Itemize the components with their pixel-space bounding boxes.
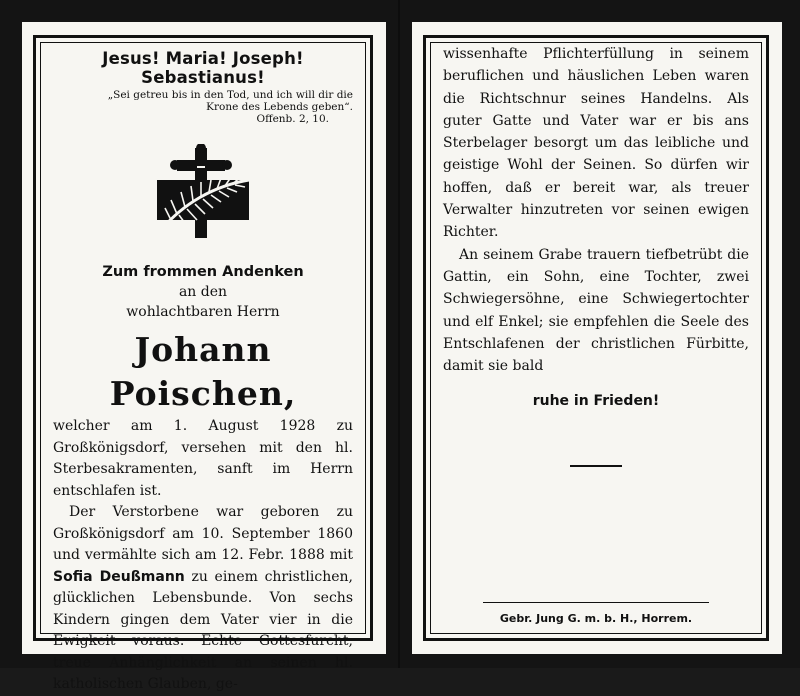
biography-text-a: Der Verstorbene war geboren zu Großkönigsdorf am 10. September 1860 und vermählte sich am 12. Febr. 1888 mit <box>53 504 353 563</box>
memorial-heading: Zum frommen Andenken <box>102 264 304 280</box>
right-card <box>400 0 800 668</box>
left-paper <box>22 22 386 692</box>
character-paragraph: wissenhafte Pflichterfüllung in seinem beruflichen und häuslichen Leben waren die Richtschnur seines Handelns. Als guter Gatte und Vater war er bis ans Sterbelager besorgt um das leibliche und geistige Wohl der Seinen. So dürfen wir hoffen, daß er bereit war, als treuer Verwalter hinzutreten vor seinen ewigen Richter. <box>443 46 749 241</box>
right-inner-frame <box>430 42 762 634</box>
left-body-text <box>53 416 353 696</box>
right-content <box>443 43 749 633</box>
bible-verse: „Sei getreu bis in den Tod, und ich will dir die Krone des Lebends geben“. <box>107 89 353 113</box>
spouse-name: Sofia Deußmann <box>53 568 185 585</box>
cross-palm-icon <box>143 144 263 244</box>
mourners-paragraph: An seinem Grabe trauern tiefbetrübt die Gattin, ein Sohn, eine Tochter, zwei Schwiegersöhne, eine Schwiegertochter und elf Enkel; sie empfehlen die Seele des Entschlafenen der christlichen Fürbitte, damit sie bald <box>443 246 749 375</box>
motto: Jesus! Maria! Joseph! Sebastianus! <box>102 49 304 87</box>
printer-credit: Gebr. Jung G. m. b. H., Horrem. <box>499 612 693 625</box>
memorial-subheading: an den <box>178 284 228 300</box>
right-paper <box>412 22 782 654</box>
left-frame <box>33 35 373 692</box>
death-notice-paragraph: welcher am 1. August 1928 zu Großkönigsdorf, versehen mit den hl. Sterbesakramenten, sanft im Herrn entschlafen ist. <box>53 418 353 499</box>
left-content <box>53 43 353 692</box>
printer-divider <box>483 602 709 603</box>
biography-text-b: zu einem christlichen, glücklichen Lebensbunde. Von sechs Kindern gingen dem Vater vier in die Ewigkeit voraus. Echte Gottesfurcht, treue Anhänglichkeit an seinen hl. katholischen Glauben, ge- <box>53 568 353 692</box>
divider-rule <box>570 465 622 467</box>
right-body-text <box>443 43 749 377</box>
deceased-name: Johann Poischen, <box>109 330 297 413</box>
honorific-line: wohlachtbaren Herrn <box>126 304 280 320</box>
verse-reference: Offenb. 2, 10. <box>256 113 329 125</box>
closing-line: ruhe in Frieden! <box>532 393 660 410</box>
left-inner-frame <box>40 42 366 692</box>
left-card <box>0 0 400 692</box>
biography-paragraph <box>53 502 353 696</box>
right-frame <box>423 35 769 641</box>
